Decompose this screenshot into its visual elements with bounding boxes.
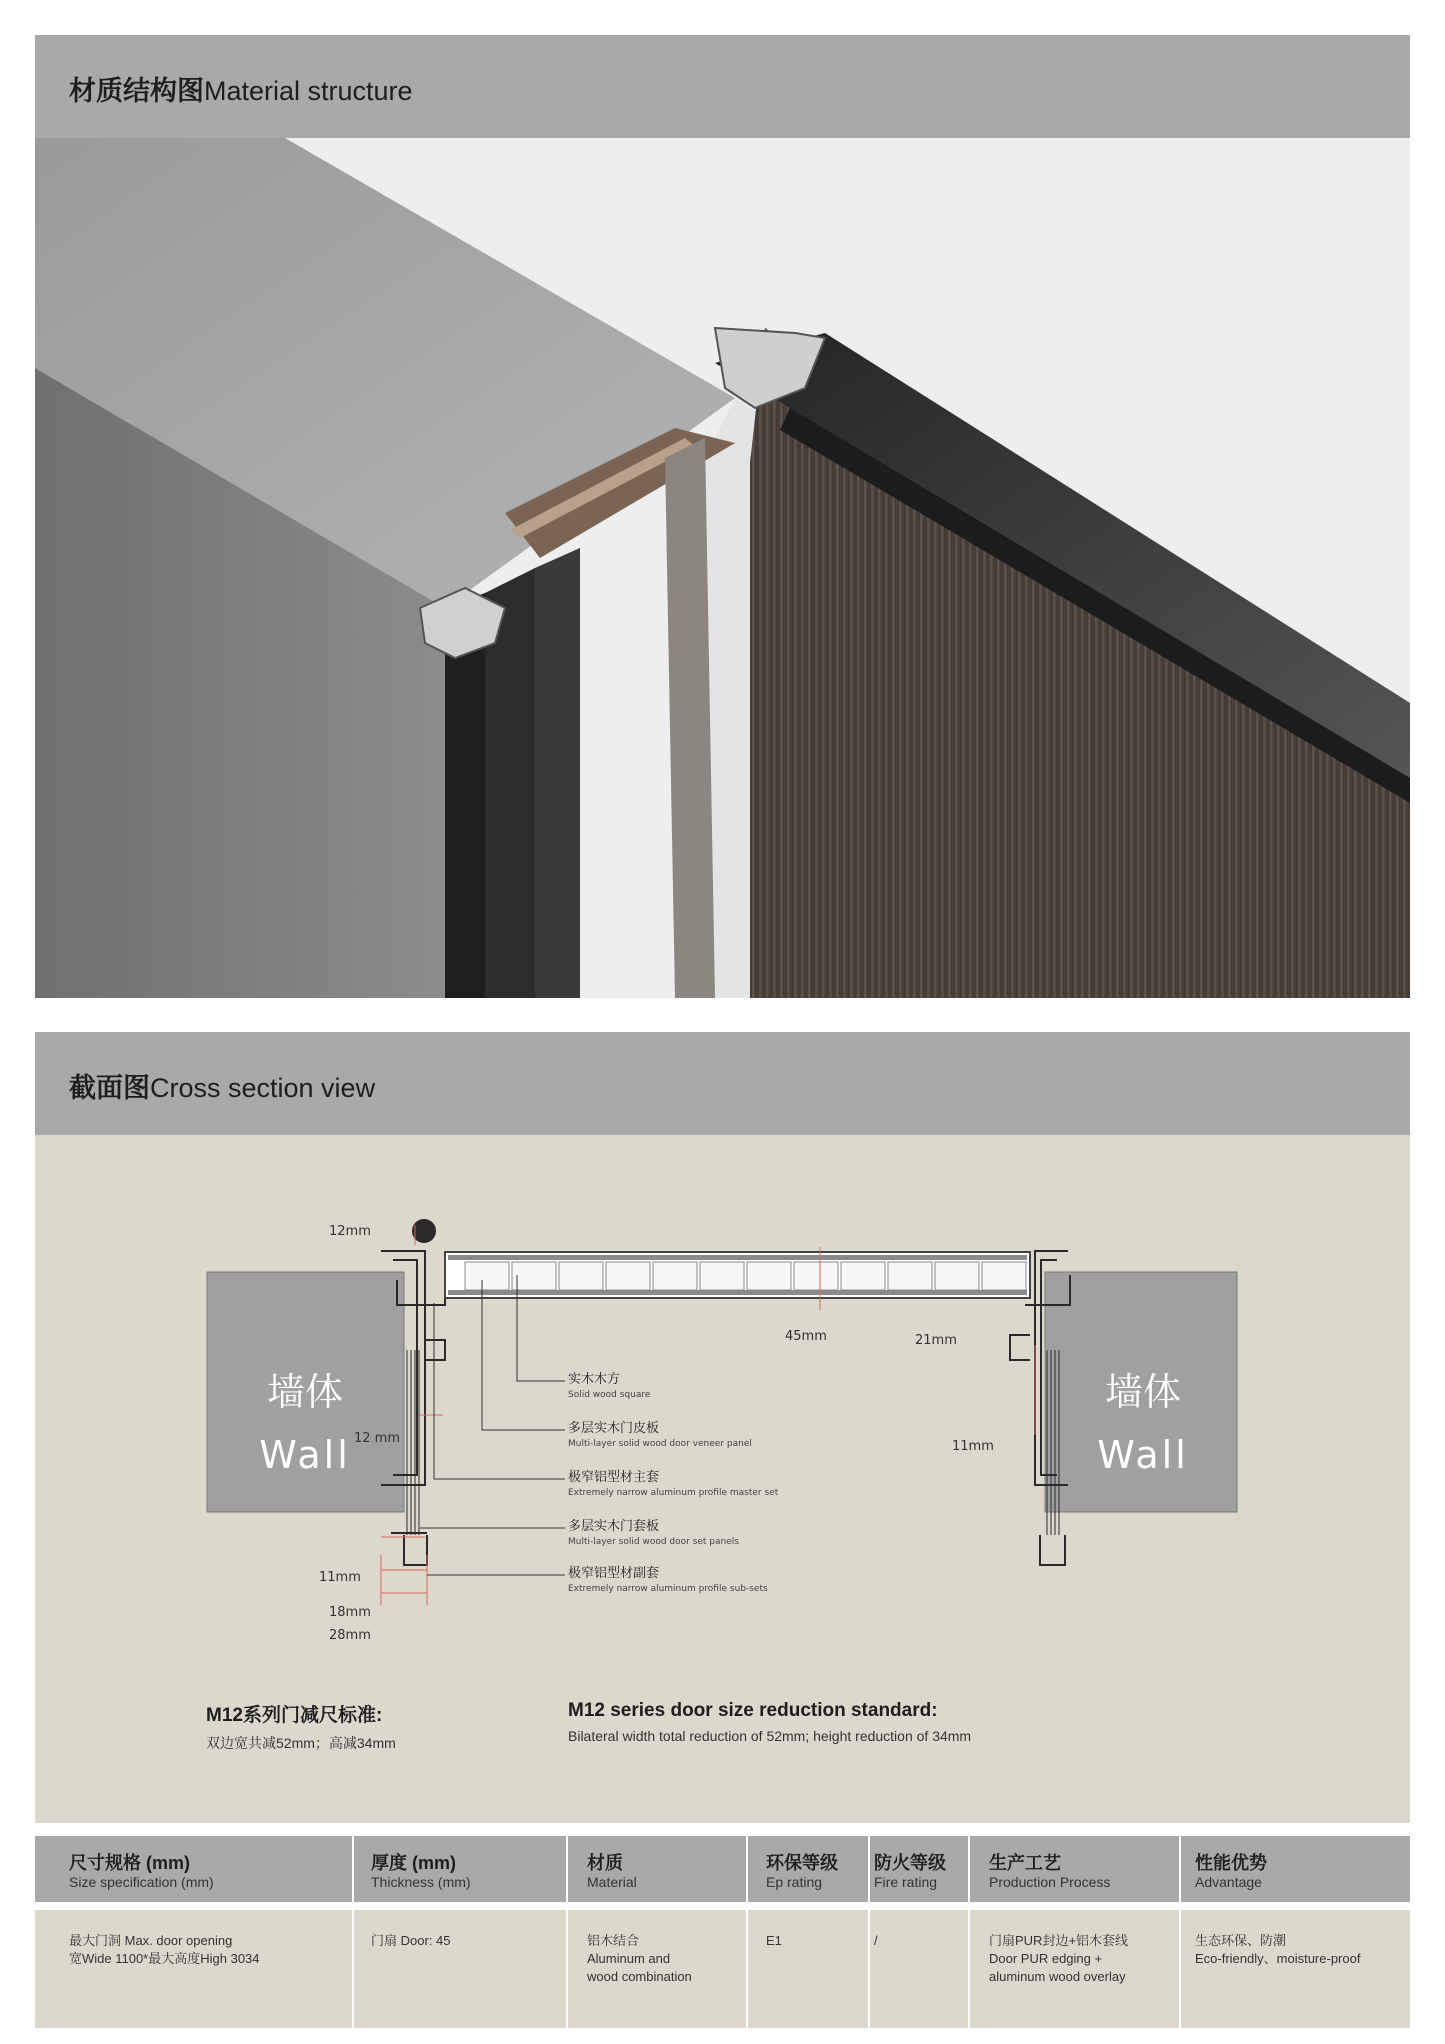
spec-advantage-line-2: Eco-friendly、moisture-proof [1195, 1951, 1361, 1966]
spec-col-fire-en: Fire rating [874, 1874, 938, 1890]
reduction-note-zh-title: M12系列门减尺标准: [206, 1705, 383, 1726]
col-divider [746, 1836, 748, 2028]
wall-right-zh: 墙体 [1104, 1370, 1182, 1414]
spec-material-line-3: wood combination [587, 1969, 692, 1984]
door-core-cell [559, 1262, 603, 1290]
dim-28mm: 28mm [329, 1628, 371, 1643]
col-divider [968, 1836, 970, 2028]
reduction-note-zh [206, 1700, 396, 1753]
label-5-zh: 极窄铝型材副套 [568, 1566, 660, 1581]
dim-11mm-right: 11mm [952, 1439, 994, 1454]
wall-left-zh: 墙体 [266, 1370, 344, 1414]
cross-section-title: 截面图Cross section view [69, 1073, 376, 1103]
material-structure-header [35, 35, 1410, 138]
reduction-note-en [568, 1700, 971, 1744]
spec-col-process-zh: 生产工艺 [989, 1853, 1061, 1873]
door-core-cell [465, 1262, 509, 1290]
col-divider [868, 1836, 870, 2028]
door-core-cell [982, 1262, 1026, 1290]
label-1-en: Solid wood square [568, 1390, 651, 1400]
spec-process-line-3: aluminum wood overlay [989, 1969, 1126, 1984]
aluminum-jamb-inner [535, 548, 580, 998]
dim-18mm: 18mm [329, 1605, 371, 1620]
label-2-zh: 多层实木门皮板 [568, 1421, 660, 1436]
door-core-cell [888, 1262, 932, 1290]
reduction-note-zh-desc: 双边宽共减52mm；高减34mm [206, 1735, 396, 1751]
wall-right-en: Wall [1097, 1433, 1189, 1477]
spec-col-ep-zh: 环保等级 [766, 1853, 838, 1873]
dim-21mm: 21mm [915, 1333, 957, 1348]
spec-col-material-zh: 材质 [587, 1853, 623, 1873]
spec-col-advantage-en: Advantage [1195, 1874, 1262, 1890]
col-divider [1179, 1836, 1181, 2028]
label-4-zh: 多层实木门套板 [568, 1519, 660, 1534]
label-2-en: Multi-layer solid wood door veneer panel [568, 1439, 752, 1449]
col-divider [352, 1836, 354, 2028]
spec-col-ep-en: Ep rating [766, 1874, 823, 1890]
spec-fire-line-1: / [874, 1933, 878, 1948]
spec-process-line-1: 门扇PUR封边+铝木套线 [989, 1933, 1129, 1948]
spec-advantage-line-1: 生态环保、防潮 [1195, 1933, 1287, 1948]
label-4-en: Multi-layer solid wood door set panels [568, 1537, 739, 1547]
spec-size-line-1: 最大门洞 Max. door opening [69, 1933, 233, 1948]
door-core-cell [700, 1262, 744, 1290]
spec-table [35, 1836, 1410, 2044]
door-veneer-bottom [448, 1290, 1027, 1295]
spec-process-line-2: Door PUR edging + [989, 1951, 1103, 1966]
cross-section-header [35, 1032, 1410, 1135]
door-core-cell [935, 1262, 979, 1290]
material-structure-render [35, 138, 1410, 998]
reduction-note-en-title: M12 series door size reduction standard: [568, 1700, 938, 1721]
spec-size-line-2: 宽Wide 1100*最大高度High 3034 [69, 1951, 260, 1966]
door-core-cell [794, 1262, 838, 1290]
spec-body-row [35, 1910, 1410, 2028]
spec-col-process-en: Production Process [989, 1874, 1111, 1890]
col-divider [566, 1836, 568, 2028]
spec-col-size-zh: 尺寸规格 (mm) [69, 1853, 190, 1873]
leader-lines [420, 1275, 565, 1575]
label-3-en: Extremely narrow aluminum profile master set [568, 1488, 779, 1498]
reduction-note-en-desc: Bilateral width total reduction of 52mm; height reduction of 34mm [568, 1728, 972, 1744]
spec-col-fire-zh: 防火等级 [874, 1853, 946, 1873]
wall-left-en: Wall [259, 1433, 351, 1477]
spec-material-line-1: 铝木结合 [587, 1933, 640, 1948]
door-core-cell [653, 1262, 697, 1290]
spec-col-size-en: Size specification (mm) [69, 1874, 214, 1890]
dim-12mm-side: 12 mm [354, 1431, 401, 1446]
door-core-cell [841, 1262, 885, 1290]
label-3-zh: 极窄铝型材主套 [568, 1470, 660, 1485]
dim-11mm-left: 11mm [319, 1570, 361, 1585]
spec-col-advantage-zh: 性能优势 [1195, 1853, 1267, 1873]
door-core-cell [606, 1262, 650, 1290]
dim-12mm-top: 12mm [329, 1224, 371, 1239]
label-5-en: Extremely narrow aluminum profile sub-sets [568, 1584, 768, 1594]
material-structure-title: 材质结构图Material structure [69, 76, 413, 106]
door-veneer-top [448, 1255, 1027, 1260]
dim-45mm: 45mm [785, 1329, 827, 1344]
label-1-zh: 实木木方 [568, 1372, 621, 1387]
spec-col-thickness-zh: 厚度 (mm) [371, 1853, 456, 1873]
spec-col-material-en: Material [587, 1874, 637, 1890]
spec-col-thickness-en: Thickness (mm) [371, 1874, 471, 1890]
spec-ep-line-1: E1 [766, 1933, 782, 1948]
spec-thickness-line-1: 门扇 Door: 45 [371, 1933, 451, 1948]
door-core-cell [512, 1262, 556, 1290]
spec-material-line-2: Aluminum and [587, 1951, 671, 1966]
door-core-cell [747, 1262, 791, 1290]
